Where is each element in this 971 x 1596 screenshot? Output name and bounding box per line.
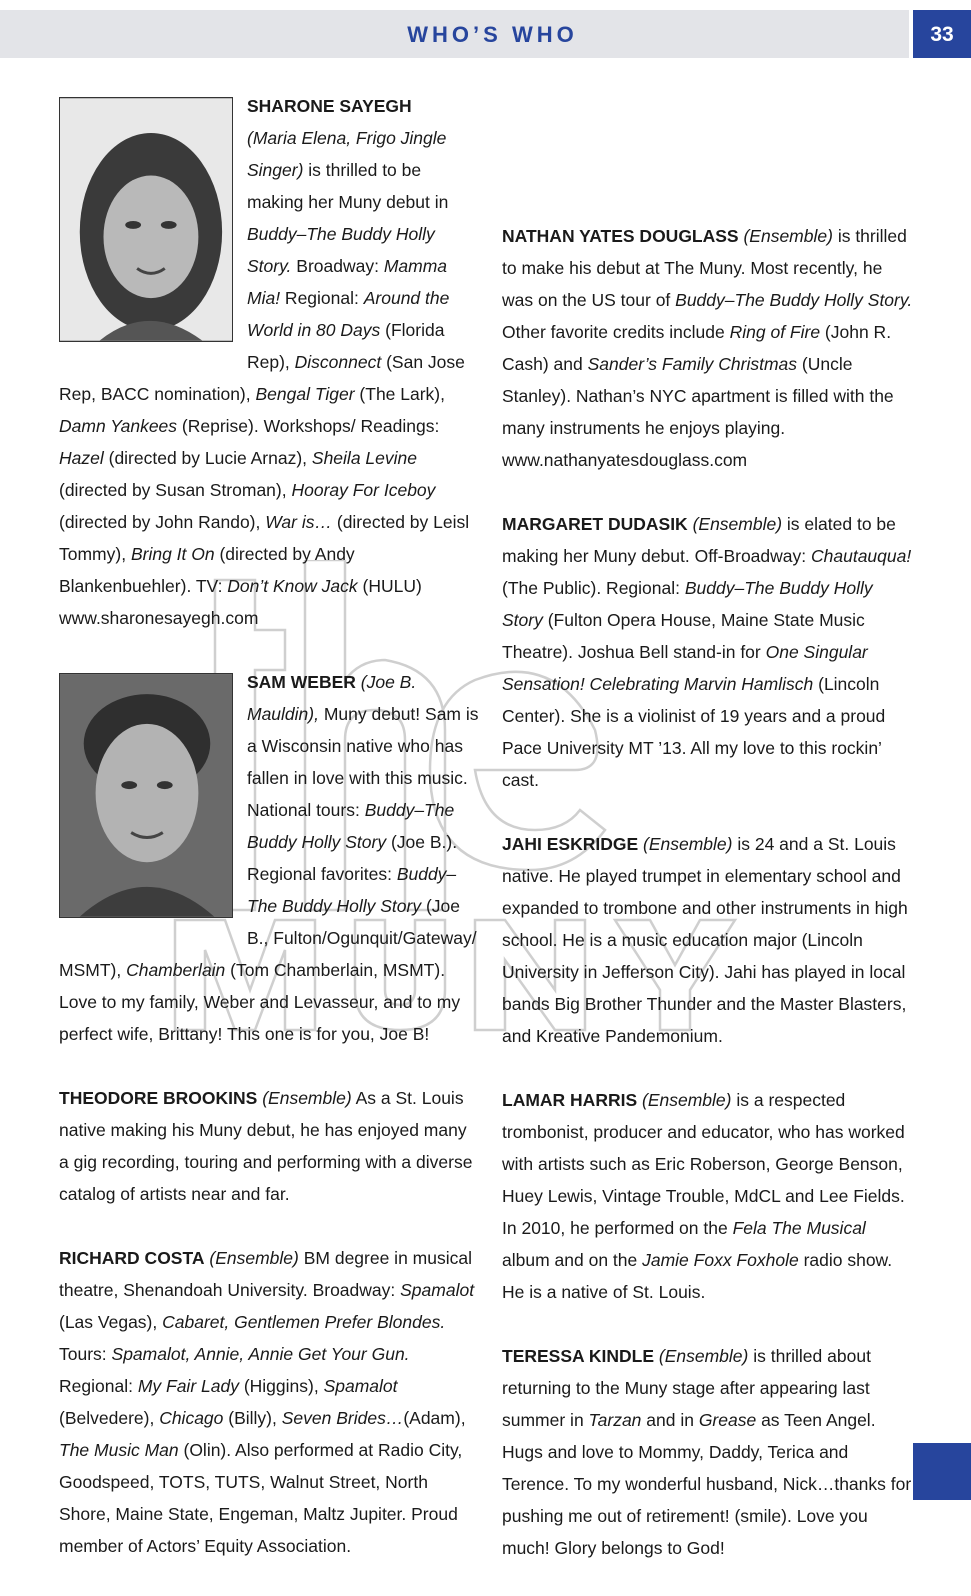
bio-credit: Bengal Tiger [255,384,355,404]
corner-accent-block [913,1443,971,1500]
left-column [59,90,479,1594]
bio-credit: Spamalot [400,1280,475,1300]
bio-name: SAM WEBER [247,672,356,692]
bio-text: (The Lark), [354,384,446,404]
bio-credit: Chicago [159,1408,224,1428]
bio-text: radio show. He is a native of St. Louis. [502,1250,893,1302]
bio-credit: Fela The Musical [732,1218,866,1238]
bio-credit: The Music Man [59,1440,179,1460]
bio-text: (Lincoln Center). She is a violinist of 19 years and a proud Pace University MT ’13. All my love to this rockin’ cast. [502,674,886,790]
bio-jahi-eskridge [502,828,914,1052]
bio-credit: Spamalot, Annie, Annie Get Your Gun. [111,1344,410,1364]
bio-role: (Ensemble) [638,834,733,854]
bio-text: album and on the [502,1250,643,1270]
bio-text: As a St. Louis native making his Muny debut, he has enjoyed many a gig recording, touring and performing with a diverse catalog of artists near and far. [59,1088,473,1204]
bio-credit: Buddy–The Buddy Holly Story [502,578,873,630]
bio-name: THEODORE BROOKINS [59,1088,258,1108]
bio-text: (Uncle Stanley). Nathan’s NYC apartment is filled with the many instruments he enjoys playing. www.nathanyatesdouglass.com [502,354,894,470]
bio-text: is thrilled about returning to the Muny stage after appearing last summer in [502,1346,871,1430]
bio-role: (Ensemble) [687,514,783,534]
bio-nathan-yates-douglass [502,220,914,476]
bio-credit: Seven Brides… [281,1408,404,1428]
bio-credit: Disconnect [294,352,382,372]
bio-lamar-harris [502,1084,914,1308]
page-number: 33 [913,10,971,58]
bio-text: (directed by Andy Blankenbuehler). TV: [59,544,355,596]
bio-text: (Florida Rep), [247,320,445,372]
bio-text: (Fulton Opera House, Maine State Music Theatre). Joshua Bell stand-in for [502,610,865,662]
bio-text: (Tom Chamberlain, MSMT). Love to my family, Weber and Levasseur, and to my perfect wife, Brittany! This one is for you, Joe B! [59,960,461,1044]
bio-credit: Damn Yankees [59,416,178,436]
bio-text: Broadway: [291,256,384,276]
bio-text: (HULU) www.sharonesayegh.com [59,576,422,628]
bio-text: (Joe B., Fulton/Ogunquit/Gateway/ MSMT), [59,896,477,980]
bio-margaret-dudasik [502,508,914,796]
headshot-placeholder-icon [60,674,232,917]
bio-role: (Ensemble) [738,226,833,246]
bio-credit: Buddy–The Buddy Holly Story. [247,224,435,276]
headshot-photo-sam-weber [59,673,233,918]
bio-credit: Don’t Know Jack [227,576,358,596]
headshot-photo-sharone-sayegh [59,97,233,342]
bio-credit: Sander’s Family Christmas [587,354,798,374]
bio-text: is thrilled to be making her Muny debut in [247,160,449,212]
bio-name: NATHAN YATES DOUGLASS [502,226,739,246]
bio-credit: Buddy–The Buddy Holly Story [247,800,455,852]
bio-text: (directed by Leisl Tommy), [59,512,470,564]
bio-text: (Olin). Also performed at Radio City, Goodspeed, TOTS, TUTS, Walnut Street, North Shore, Maine State, Engeman, Maltz Jupiter. Proud member of Actors’ Equity Association. [59,1440,463,1556]
bio-credit: Chamberlain [126,960,226,980]
bio-text: (John R. Cash) and [502,322,892,374]
bio-credit: Tarzan [588,1410,642,1430]
bio-text: (Reprise). Workshops/ Readings: [177,416,440,436]
bio-text: BM degree in musical theatre, Shenandoah University. Broadway: [59,1248,472,1300]
bio-sharone-sayegh [59,90,479,634]
bio-text: (directed by Lucie Arnaz), [103,448,312,468]
bio-text: is thrilled to make his debut at The Muny. Most recently, he was on the US tour of [502,226,907,310]
bio-richard-costa [59,1242,479,1562]
bio-credit: Bring It On [130,544,215,564]
bio-role: (Ensemble) [637,1090,732,1110]
bio-text: (directed by Susan Stroman), [59,480,292,500]
bio-name: SHARONE SAYEGH [247,96,412,116]
right-column-content [502,220,914,1596]
bio-text: (directed by John Rando), [59,512,266,532]
bio-text: Tours: [59,1344,112,1364]
bio-name: JAHI ESKRIDGE [502,834,639,854]
bio-credit: Spamalot [323,1376,398,1396]
bio-text: (San Jose Rep, BACC nomination), [59,352,465,404]
bio-role: (Ensemble) [257,1088,352,1108]
bio-text: (Joe B.). Regional favorites: [247,832,458,884]
bio-credit: Around the World in 80 Days [247,288,450,340]
bio-text: (Higgins), [238,1376,324,1396]
bio-credit: Cabaret, Gentlemen Prefer Blondes. [162,1312,446,1332]
bio-text: (Billy), [223,1408,282,1428]
bio-text: is a respected trombonist, producer and educator, who has worked with artists such as Eric Roberson, George Benson, Huey Lewis, Vintage Trouble, MdCL and Lee Fields. In 2010, he performed on the [502,1090,905,1238]
bio-text: (Adam), [403,1408,466,1428]
bio-text: Other favorite credits include [502,322,730,342]
bio-text: is elated to be making her Muny debut. Off-Broadway: [502,514,896,566]
bio-role: (Maria Elena, Frigo Jingle Singer) [247,128,447,180]
bio-name: TERESSA KINDLE [502,1346,655,1366]
bio-credit: Hooray For Iceboy [291,480,436,500]
bio-text: and in [641,1410,699,1430]
bio-credit: Jamie Foxx Foxhole [642,1250,799,1270]
bio-text: Muny debut! Sam is a Wisconsin native who has fallen in love with this music. National tours: [247,704,479,820]
bio-credit: Buddy–The Buddy Holly Story [247,864,457,916]
bio-text: is 24 and a St. Louis native. He played trumpet in elementary school and expanded to trombone and other instruments in high school. He is a music education major (Lincoln University in Jefferson City). Jahi has played in local bands Big Brother Thunder and the Master Blasters, and Kreative Pandemonium. [502,834,908,1046]
page-title: WHO’S WHO [407,22,578,47]
bio-text: Regional: [280,288,364,308]
headshot-placeholder-icon [60,98,232,341]
bio-credit: One Singular Sensation! Celebrating Marvin Hamlisch [502,642,868,694]
bio-name: RICHARD COSTA [59,1248,205,1268]
bio-text: as Teen Angel. Hugs and love to Mommy, Daddy, Terica and Terence. To my wonderful husband, Nick…thanks for pushing me out of retirement! (smile). Love you much! Glory belongs to God! [502,1410,912,1558]
bio-text: (The Public). Regional: [502,578,685,598]
bio-text: (Las Vegas), [59,1312,163,1332]
bio-credit: Grease [698,1410,757,1430]
bio-credit: Mamma Mia! [247,256,448,308]
bio-credit: Chautauqua! [811,546,912,566]
bio-credit: My Fair Lady [137,1376,239,1396]
bio-role: (Ensemble) [204,1248,299,1268]
bio-credit: War is… [265,512,332,532]
bio-credit: Buddy–The Buddy Holly Story. [675,290,913,310]
bio-text: (Belvedere), [59,1408,160,1428]
bio-credit: Sheila Levine [311,448,417,468]
bio-name: MARGARET DUDASIK [502,514,688,534]
bio-name: LAMAR HARRIS [502,1090,638,1110]
bio-credit: Ring of Fire [729,322,821,342]
bio-role: (Joe B. Mauldin), [247,672,417,724]
bio-credit: Hazel [59,448,104,468]
bio-theodore-brookins [59,1082,479,1210]
bio-role: (Ensemble) [654,1346,749,1366]
bio-teressa-kindle [502,1340,914,1564]
bio-text: Regional: [59,1376,138,1396]
bio-sam-weber [59,666,479,1050]
